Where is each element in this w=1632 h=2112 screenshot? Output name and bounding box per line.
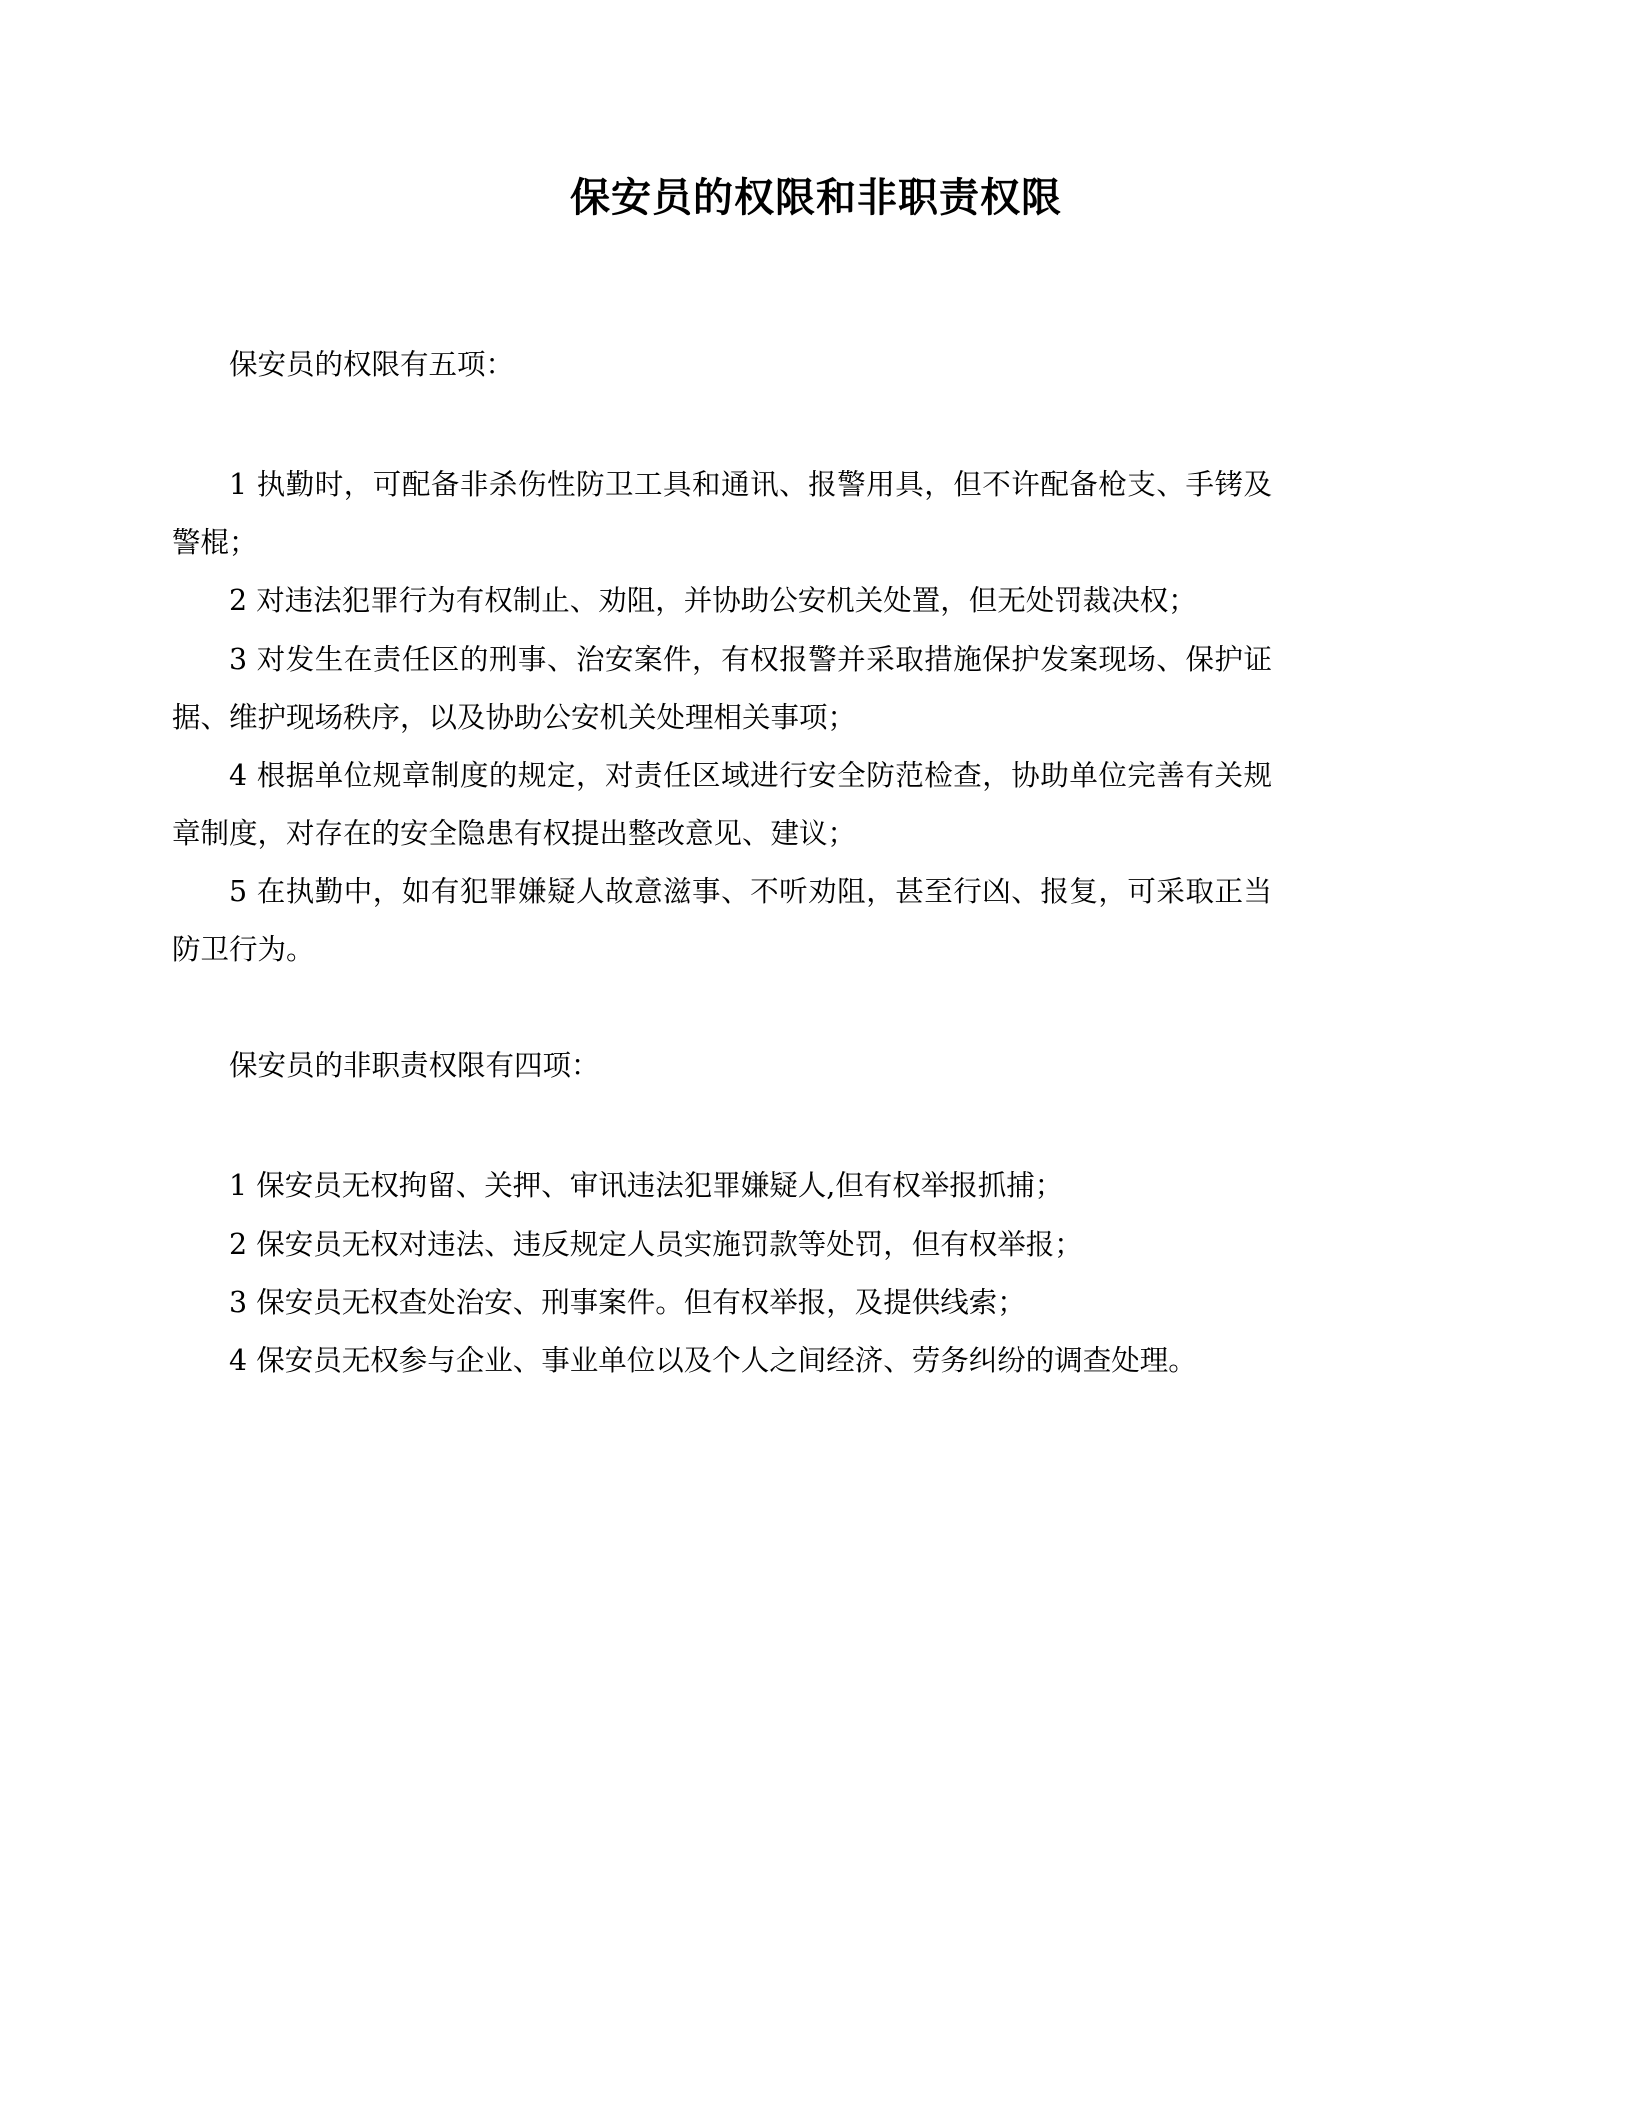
document-body [172,336,1272,1390]
page-title: 保安员的权限和非职责权限 [570,175,1062,221]
section-one-item-2: 2 对违法犯罪行为有权制止、劝阻，并协助公安机关处置，但无处罚裁决权； [229,584,1197,618]
section-one-lead: 保安员的权限有五项： [229,348,515,381]
section-one-item-3: 3 对发生在责任区的刑事、治安案件，有权报警并采取措施保护发案现场、保护证据、维护现场秩序，以及协助公安机关处理相关事项； [172,642,1272,734]
spacer [172,394,1272,456]
spacer [172,979,1272,1037]
section-two-lead: 保安员的非职责权限有四项： [229,1049,600,1083]
section-two-item-2: 2 保安员无权对违法、违反规定人员实施罚款等处罚，但有权举报； [229,1227,1083,1261]
section-one-item-5: 5 在执勤中，如有犯罪嫌疑人故意滋事、不听劝阻，甚至行凶、报复，可采取正当防卫行为。 [172,875,1272,967]
section-two-item-1: 1 保安员无权拘留、关押、审讯违法犯罪嫌疑人,但有权举报抓捕； [229,1169,1064,1203]
section-one-item-1: 1 执勤时，可配备非杀伤性防卫工具和通讯、报警用具，但不许配备枪支、手铐及警棍； [172,468,1272,560]
spacer [172,1095,1272,1157]
section-one-item-4: 4 根据单位规章制度的规定，对责任区域进行安全防范检查，协助单位完善有关规章制度，对存在的安全隐患有权提出整改意见、建议； [172,758,1272,850]
section-two-item-3: 3 保安员无权查处治安、刑事案件。但有权举报，及提供线索； [229,1285,1026,1319]
section-two-item-4: 4 保安员无权参与企业、事业单位以及个人之间经济、劳务纠纷的调查处理。 [229,1343,1197,1377]
